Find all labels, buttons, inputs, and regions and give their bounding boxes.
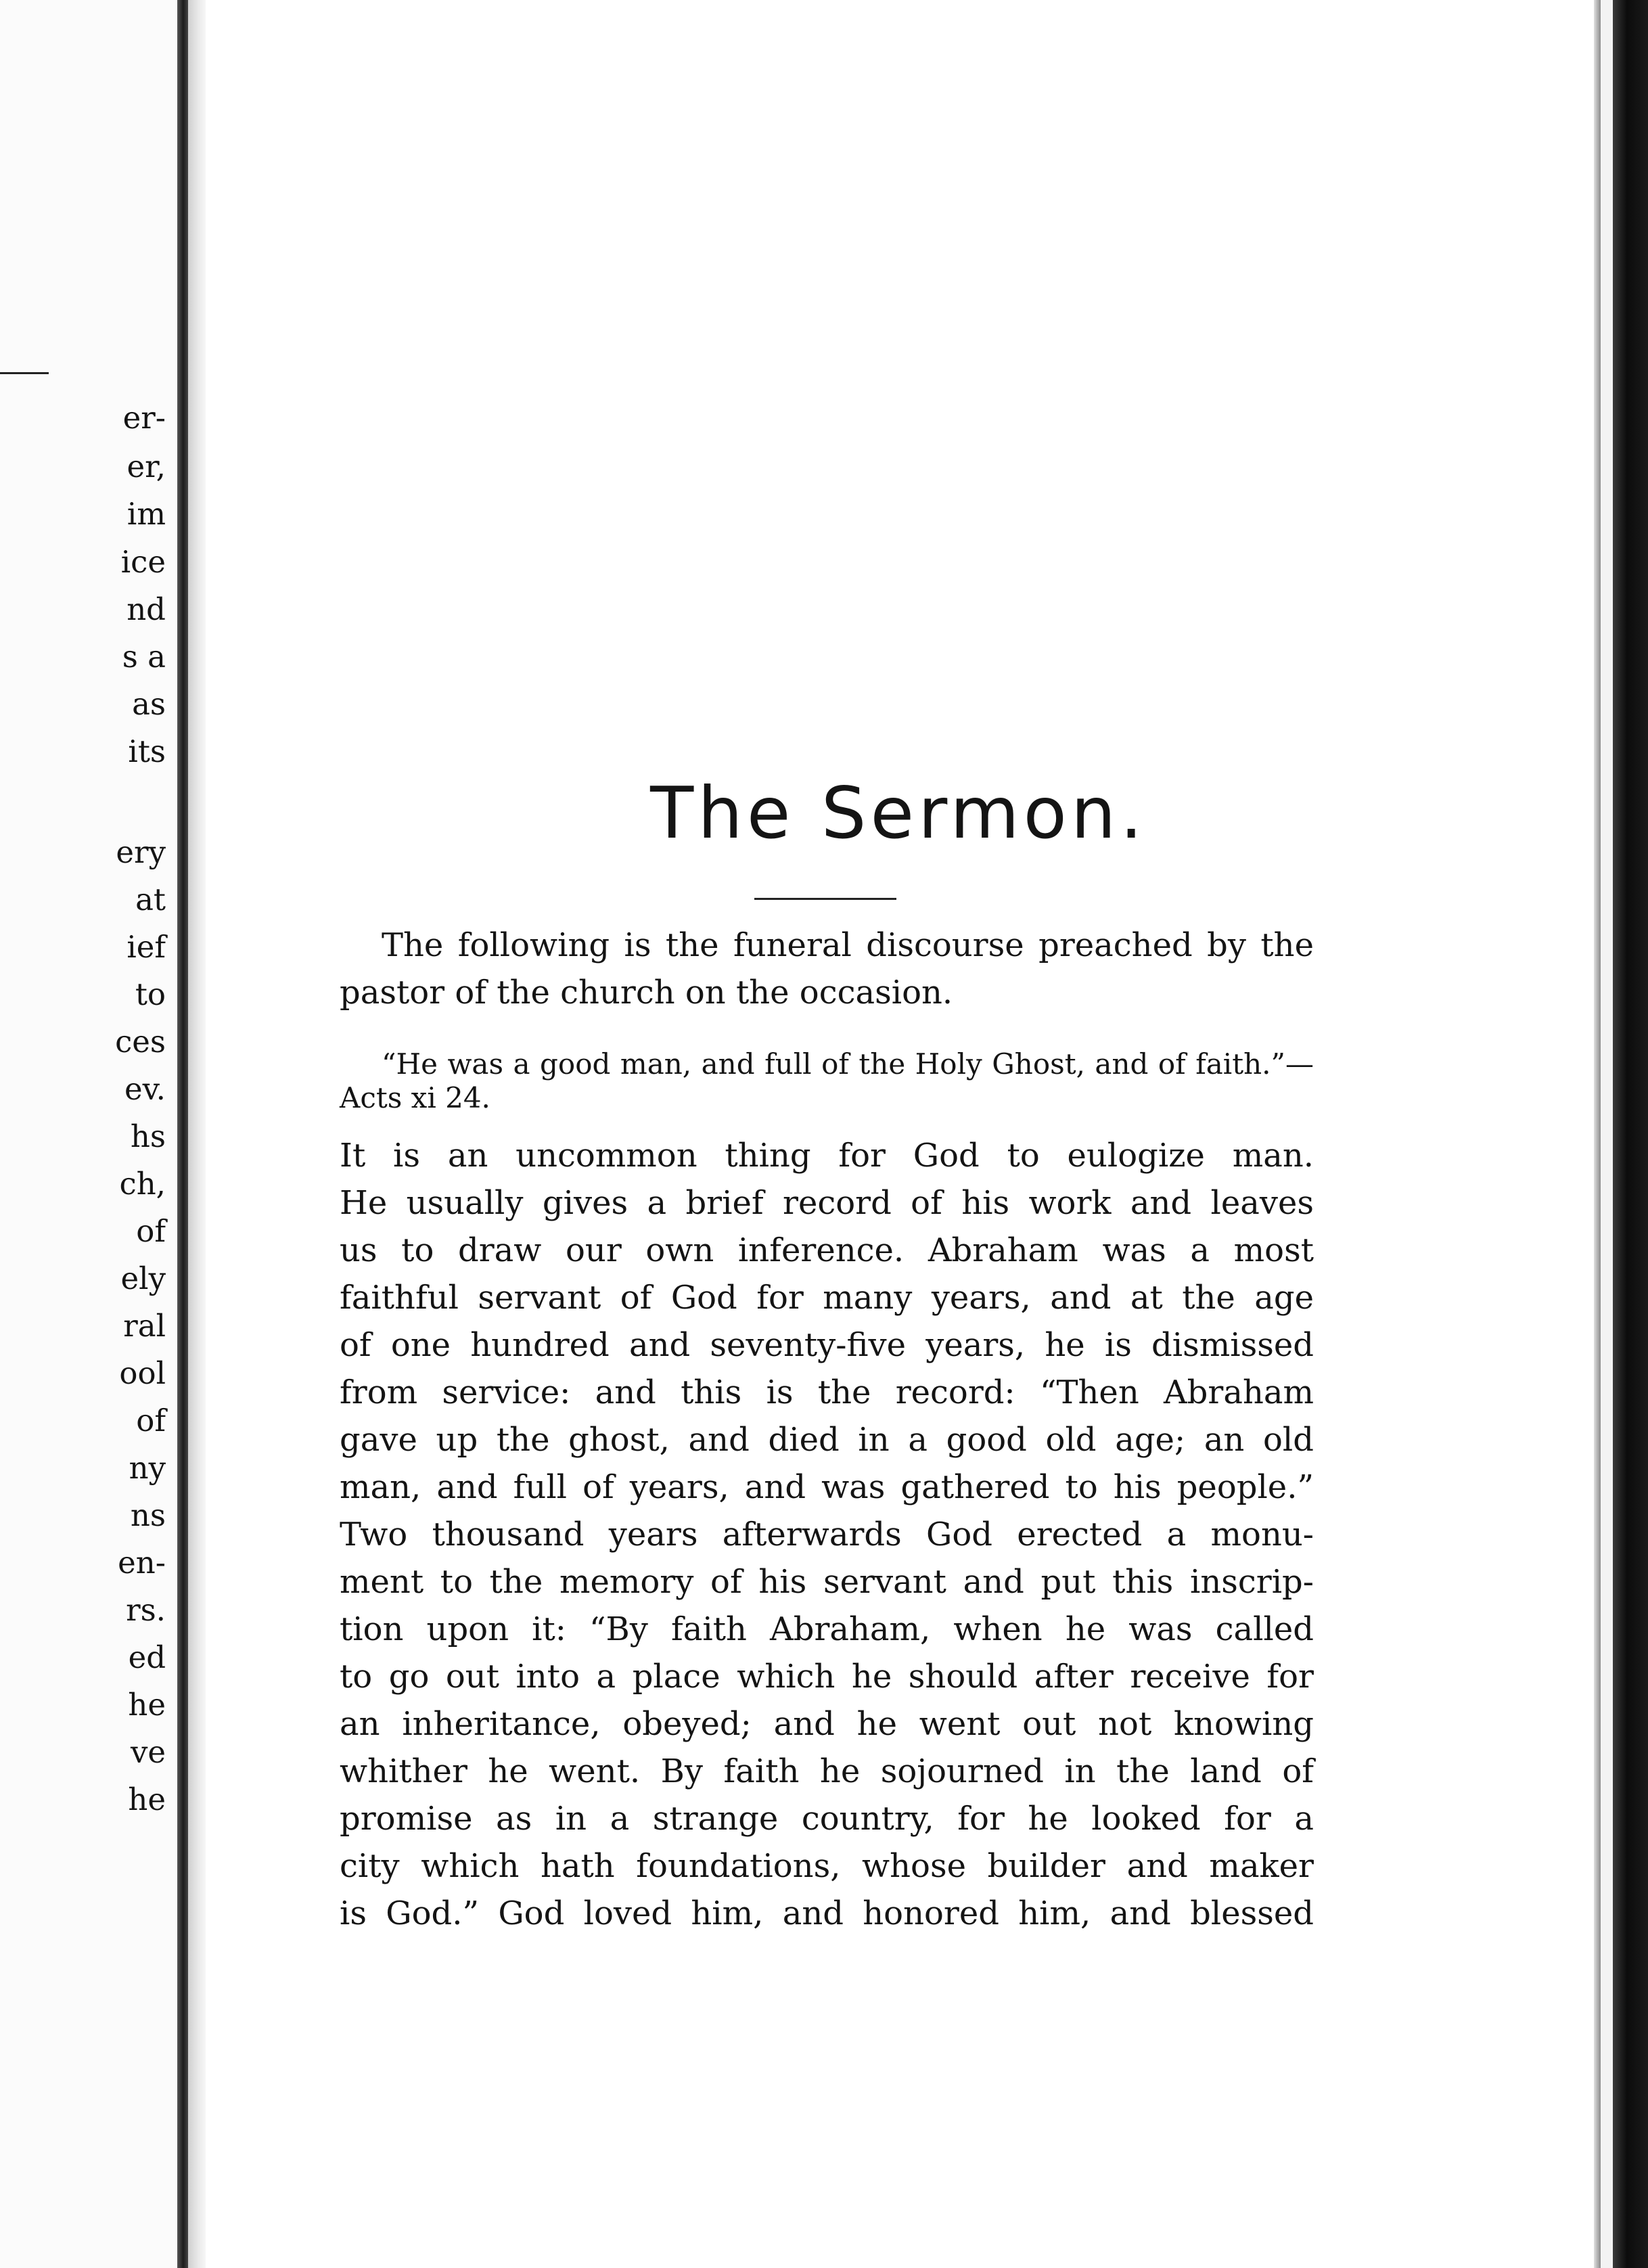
facing-page-line: of (136, 1213, 166, 1249)
facing-page-line: ch, (119, 1166, 166, 1202)
body-line: from service: and this is the record: “Then Abraham (340, 1374, 1314, 1411)
facing-page-line: ev. (124, 1071, 166, 1107)
facing-page-line: en- (118, 1545, 166, 1581)
facing-page-line: er- (122, 400, 166, 436)
facing-page-line: ces (115, 1024, 166, 1060)
facing-page-line: its (128, 733, 166, 769)
body-line: of one hundred and seventy-five years, he is dismissed (340, 1326, 1314, 1364)
intro-paragraph: The following is the funeral discourse preached by the pastor of the church on the occasion. (340, 926, 1314, 1012)
facing-page-line: he (128, 1687, 166, 1723)
body-line: He usually gives a brief record of his work and leaves (340, 1184, 1314, 1222)
page-title: The Sermon. (650, 772, 1147, 855)
body-line: an inheritance, obeyed; and he went out not knowing (340, 1705, 1314, 1743)
body-line: tion upon it: “By faith Abraham, when he was called (340, 1610, 1314, 1648)
body-line: Two thousand years afterwards God erected a monu- (340, 1516, 1314, 1553)
facing-page-line: ely (120, 1261, 166, 1296)
facing-page-line: he (128, 1782, 166, 1817)
facing-page-line: of (136, 1403, 166, 1438)
body-line: whither he went. By faith he sojourned in the land of (340, 1752, 1314, 1790)
page-edge-stack (1601, 0, 1613, 2268)
facing-page-line: ed (128, 1639, 166, 1675)
facing-page-line: as (132, 686, 166, 722)
facing-page-line: nd (127, 591, 166, 627)
body-line: us to draw our own inference. Abraham was a most (340, 1231, 1314, 1269)
facing-page-line: s a (122, 639, 166, 675)
facing-page-line: ief (127, 929, 166, 965)
facing-page-line: ice (120, 544, 166, 580)
body-line: is God.” God loved him, and honored him, and blessed (340, 1895, 1314, 1932)
body-line: to go out into a place which he should after receive for (340, 1658, 1314, 1696)
facing-page-line: to (135, 976, 166, 1012)
facing-page-line: er, (127, 449, 166, 484)
document-page (203, 0, 1594, 2268)
body-line: city which hath foundations, whose builder and maker (340, 1847, 1314, 1885)
facing-page-line: im (127, 496, 166, 532)
facing-page-line: hs (130, 1118, 166, 1154)
facing-page-line: ve (130, 1734, 166, 1770)
scan-background-edge (1613, 0, 1648, 2268)
facing-page-line: ny (129, 1450, 166, 1486)
scripture-quote: “He was a good man, and full of the Holy Ghost, and of faith.”—Acts xi 24. (340, 1047, 1314, 1114)
facing-page-line: rs. (126, 1592, 166, 1628)
facing-page-rule (0, 372, 49, 374)
book-spine-shadow (177, 0, 188, 2268)
body-line: promise as in a strange country, for he looked for a (340, 1800, 1314, 1838)
body-line: gave up the ghost, and died in a good old age; an old (340, 1421, 1314, 1459)
body-line: faithful servant of God for many years, and at the age (340, 1279, 1314, 1317)
body-line: It is an uncommon thing for God to eulogize man. (340, 1137, 1314, 1175)
page-edge-shadow (1594, 0, 1601, 2268)
facing-page-fragment (0, 0, 179, 2268)
facing-page-line: ery (116, 834, 166, 870)
facing-page-line: ns (130, 1497, 166, 1533)
facing-page-line: at (135, 882, 166, 917)
facing-page-line: ool (119, 1355, 166, 1391)
title-divider (754, 898, 896, 900)
body-line: man, and full of years, and was gathered to his people.” (340, 1468, 1314, 1506)
body-line: ment to the memory of his servant and put this inscrip- (340, 1563, 1314, 1601)
facing-page-line: ral (123, 1308, 166, 1344)
